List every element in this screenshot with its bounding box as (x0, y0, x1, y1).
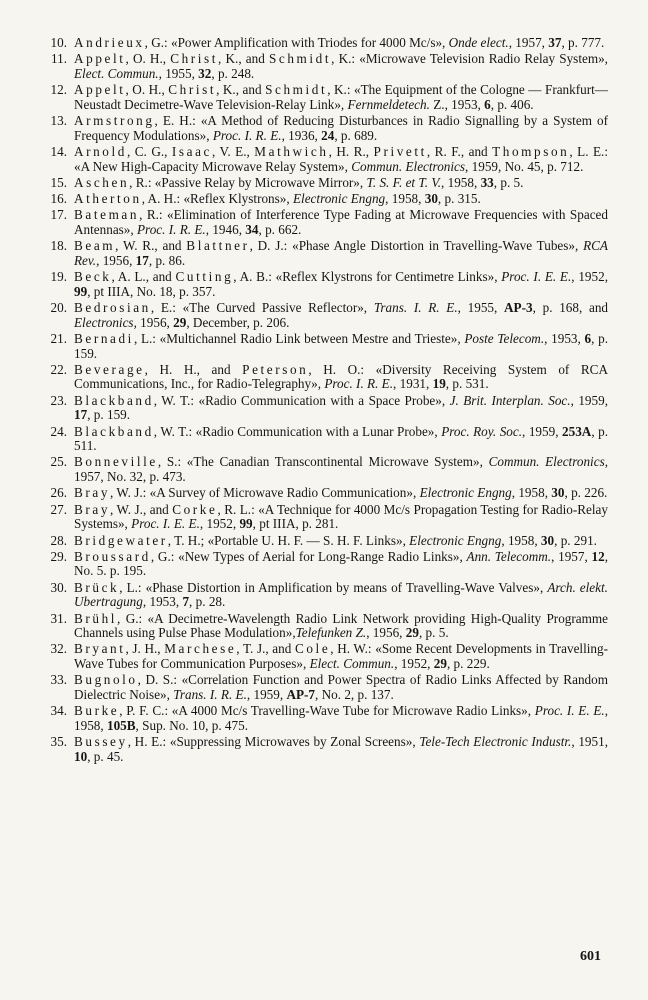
reference-segment: , V. E., (212, 143, 255, 159)
reference-segment: , 1952, (199, 516, 240, 532)
reference-text (74, 550, 608, 579)
reference-segment: , 1958, (385, 191, 425, 207)
reference-segment: , 1957, No. 32, p. 473. (74, 454, 608, 485)
reference-segment: Commun. Electronics (351, 158, 466, 174)
reference-segment: 30 (551, 485, 565, 501)
reference-segment: 6 (584, 330, 592, 346)
reference-segment: , H. W.: «Some Recent Developments in Travelling-Wave Tubes for Communication Purposes», (74, 641, 609, 672)
reference-segment: , 1953, (544, 330, 585, 346)
reference-segment: 29 (405, 625, 419, 641)
reference-segment: Commun. Electronics (488, 454, 605, 470)
reference-segment: , 1959, No. 45, p. 712. (465, 158, 584, 174)
reference-number: 21. (50, 330, 67, 346)
reference-segment: , p. 45. (87, 748, 124, 764)
reference-segment: Thompson (492, 143, 570, 159)
reference-segment: , H. O.: «Diversity Receiving System of RCA Communications, Inc., for Radio-Telegraphy», (74, 361, 608, 392)
reference-segment: Bussey (74, 734, 128, 750)
reference-entry (22, 550, 608, 579)
reference-segment: 33 (480, 174, 494, 190)
reference-segment: Blackband (74, 423, 154, 439)
reference-segment: , K., and (218, 51, 269, 67)
reference-segment: , 1958, (74, 703, 608, 733)
reference-segment: , p. 28. (189, 594, 226, 610)
reference-segment: , p. 229. (446, 656, 490, 672)
reference-segment: , D. S.: «Correlation Function and Power Spectra of Radio Links Affected by Random Dielectric Noise», (74, 672, 608, 703)
reference-number: 25. (50, 454, 67, 470)
reference-text (74, 208, 608, 237)
reference-number: 23. (50, 392, 67, 408)
reference-segment: , 1959, (570, 392, 608, 408)
reference-segment: , K.: «Microwave Television Radio Relay System», (331, 51, 608, 67)
reference-segment: 99 (239, 516, 253, 532)
reference-text (74, 394, 608, 423)
reference-segment: , S.: «The Canadian Transcontinental Microwave System», (157, 454, 489, 470)
reference-segment: , 1957, (551, 548, 592, 564)
reference-segment: Aschen (74, 174, 130, 190)
reference-segment: , 1956, (133, 314, 174, 330)
reference-segment: , W. J.: «A Survey of Microwave Radio Communication», (110, 485, 420, 501)
reference-number: 20. (50, 299, 67, 315)
reference-segment: , December, p. 206. (186, 314, 290, 330)
reference-segment: , 1956, (366, 625, 406, 641)
reference-text (74, 612, 608, 641)
reference-segment: Bridgewater (74, 532, 168, 548)
reference-number: 10. (50, 35, 67, 50)
reference-segment: Burke (74, 703, 120, 719)
reference-segment: Christ (170, 51, 219, 67)
reference-segment: , 1952, (571, 269, 608, 285)
reference-text (74, 301, 608, 330)
reference-segment: Bernadi (74, 330, 134, 346)
reference-segment: 30 (540, 532, 555, 548)
reference-entry (22, 612, 608, 641)
reference-entry (22, 114, 608, 143)
reference-number: 28. (50, 532, 67, 548)
reference-entry (22, 642, 608, 671)
reference-segment: Bray (74, 501, 111, 517)
reference-segment: Proc. I. E. E. (501, 269, 572, 285)
reference-entry (22, 270, 608, 299)
reference-segment: AP-7 (286, 687, 316, 703)
reference-segment: Elect. Commun. (309, 656, 395, 672)
reference-segment: , p. 315. (437, 191, 481, 207)
reference-segment: , T. J., and (236, 641, 295, 657)
reference-entry (22, 83, 608, 112)
reference-segment: 10 (74, 748, 88, 764)
reference-entry (22, 301, 608, 330)
reference-entry (22, 534, 608, 549)
reference-segment: , W. T.: «Radio Communication with a Lunar Probe», (153, 423, 442, 439)
reference-segment: , L.: «Phase Distortion in Amplification by means of Travelling-Wave Valves», (119, 579, 548, 595)
reference-segment: Bray (74, 485, 111, 501)
reference-segment: , Sup. No. 10, p. 475. (135, 717, 249, 733)
reference-text (74, 239, 608, 268)
reference-segment: Electronic Engng (419, 485, 512, 501)
reference-segment: Arch. elekt. Ubertragung (74, 579, 608, 610)
reference-segment: , 1952, (394, 656, 434, 672)
reference-segment: Ann. Telecomm. (466, 548, 552, 564)
reference-text (74, 581, 608, 610)
reference-segment: 12 (591, 548, 605, 564)
reference-segment: T. S. F. et T. V. (366, 174, 441, 190)
reference-segment: , R. F., and (426, 143, 493, 159)
reference-segment: , 1956, (96, 252, 136, 268)
reference-text (74, 363, 608, 392)
reference-segment: , 1959, (246, 687, 287, 703)
reference-segment: , p. 777. (561, 35, 605, 50)
reference-segment: , p. 531. (445, 376, 489, 392)
reference-segment: , 1958, (511, 485, 552, 501)
reference-segment: , W. T.: «Radio Communication with a Space Probe», (153, 392, 450, 408)
reference-entry (22, 394, 608, 423)
reference-segment: , p. 159. (74, 330, 609, 361)
reference-segment: 17 (74, 407, 88, 423)
reference-text (74, 192, 608, 207)
reference-segment: , L.: «Multichannel Radio Link between Mestre and Trieste», (133, 330, 465, 346)
reference-segment: , O. H., (125, 82, 169, 98)
reference-segment: , A. H.: «Reflex Klystrons», (141, 191, 293, 207)
reference-segment: , No. 2, p. 137. (315, 687, 394, 703)
reference-entry (22, 192, 608, 207)
reference-segment: , P. F. C.: «A 4000 Mc/s Travelling-Wave Tube for Microwave Radio Links», (119, 703, 535, 719)
reference-list (22, 36, 608, 766)
reference-segment: Proc. I. R. E. (212, 127, 282, 143)
reference-segment: 7 (182, 594, 190, 610)
reference-segment: Electronic Engng (292, 191, 386, 207)
reference-segment: Blackband (74, 392, 154, 408)
reference-segment: , T. H.; «Portable U. H. F. — S. H. F. Links», (167, 532, 410, 548)
reference-text (74, 425, 608, 454)
reference-number: 18. (50, 238, 67, 254)
reference-segment: 32 (198, 65, 212, 81)
reference-segment: AP-3 (504, 299, 533, 315)
reference-entry (22, 673, 608, 702)
reference-segment: J. Brit. Interplan. Soc. (449, 392, 571, 408)
reference-segment: , 1951, (571, 734, 608, 750)
reference-segment: Proc. I. R. E. (137, 221, 206, 237)
reference-segment: , p. 689. (334, 127, 378, 143)
reference-segment: Telefunken Z. (295, 625, 367, 641)
reference-segment: , p. 159. (87, 407, 131, 423)
reference-segment: Mathwich (254, 143, 329, 159)
reference-text (74, 455, 608, 484)
reference-segment: RCA Rev. (74, 238, 608, 268)
reference-entry (22, 363, 608, 392)
reference-segment: , 1946, (205, 221, 246, 237)
reference-segment: , p. 5. (493, 174, 524, 190)
reference-segment: Brühl (74, 610, 118, 626)
reference-segment: 105B (106, 717, 136, 733)
reference-segment: Beck (74, 269, 112, 285)
reference-segment: , R.: «Elimination of Interference Type Fading at Microwave Frequencies with Spaced Antennas», (74, 207, 608, 237)
reference-segment: Bugnolo (74, 672, 138, 688)
reference-entry (22, 332, 608, 361)
reference-segment: , E. H.: «A Method of Reducing Disturbances in Radio Signalling by a System of Frequency Modulations», (74, 113, 608, 143)
reference-segment: Corke (172, 501, 218, 517)
reference-segment: , p. 248. (211, 65, 255, 81)
reference-segment: 253A (562, 423, 592, 439)
reference-segment: Blattner (186, 238, 250, 254)
reference-entry (22, 145, 608, 174)
reference-segment: Proc. I. R. E. (324, 376, 394, 392)
reference-number: 30. (50, 579, 67, 595)
reference-segment: Atherton (74, 191, 142, 207)
reference-entry (22, 581, 608, 610)
reference-segment: Tele-Tech Electronic Industr. (419, 734, 572, 750)
reference-entry (22, 425, 608, 454)
reference-text (74, 83, 608, 112)
reference-segment: 19 (432, 376, 446, 392)
reference-segment: Privett (373, 143, 427, 159)
reference-entry (22, 455, 608, 484)
reference-number: 31. (50, 610, 67, 626)
reference-segment: Fernmeldetech. (347, 96, 430, 112)
reference-segment: Proc. Roy. Soc. (441, 423, 523, 439)
reference-segment: , E.: «The Curved Passive Reflector», (150, 299, 374, 315)
reference-number: 11. (51, 51, 67, 67)
reference-number: 13. (50, 113, 67, 129)
reference-segment: , R.: «Passive Relay by Microwave Mirror», (129, 174, 367, 190)
reference-segment: Proc. I. E. E. (131, 516, 200, 532)
reference-segment: Bateman (74, 207, 140, 223)
reference-segment: Beam (74, 238, 116, 254)
reference-segment: Elect. Commun. (74, 65, 159, 81)
reference-text (74, 145, 608, 174)
reference-segment: Z., 1953, (429, 96, 485, 112)
reference-entry (22, 704, 608, 733)
reference-number: 19. (50, 269, 67, 285)
reference-segment: Cutting (175, 269, 234, 285)
reference-text (74, 52, 608, 81)
reference-segment: Broussard (74, 548, 151, 564)
reference-segment: Beverage (74, 361, 145, 377)
reference-segment: 30 (424, 191, 438, 207)
reference-segment: 29 (173, 314, 187, 330)
reference-number: 35. (50, 734, 67, 750)
reference-segment: 29 (433, 656, 447, 672)
reference-segment: Brück (74, 579, 120, 595)
reference-segment: Bonneville (74, 454, 158, 470)
reference-entry (22, 735, 608, 764)
reference-text (74, 332, 608, 361)
reference-text (74, 735, 608, 764)
reference-text (74, 704, 608, 733)
reference-segment: Electronic Engng (409, 532, 502, 548)
reference-segment: , pt IIIA, No. 18, p. 357. (87, 283, 216, 299)
reference-segment: , H. R., (328, 143, 374, 159)
reference-segment: , p. 406. (490, 96, 534, 112)
reference-segment: , W. R., and (115, 238, 187, 254)
reference-text (74, 534, 608, 549)
reference-segment: , 1955, (158, 65, 199, 81)
reference-text (74, 114, 608, 143)
reference-segment: 34 (245, 221, 259, 237)
reference-segment: , D. J.: «Phase Angle Distortion in Travelling-Wave Tubes», (249, 238, 584, 254)
reference-segment: 17 (135, 252, 149, 268)
reference-segment: , R. L.: «A Technique for 4000 Mc/s Propagation Testing for Radio-Relay Systems», (74, 501, 608, 532)
reference-segment: , J. H., (125, 641, 165, 657)
reference-entry (22, 52, 608, 81)
reference-segment: , p. 662. (258, 221, 302, 237)
reference-segment: , 1958, (441, 174, 481, 190)
reference-segment: 6 (484, 96, 491, 112)
reference-number: 26. (50, 485, 67, 501)
reference-segment: , G.: «A Decimetre-Wavelength Radio Link Network providing High-Quality Programme Channels using Pulse Phase Modulation», (74, 610, 608, 641)
reference-segment: , G.: «Power Amplification with Triodes for 4000 Mc/s», (144, 35, 449, 50)
reference-number: 22. (50, 361, 67, 377)
reference-text (74, 176, 608, 191)
reference-segment: 24 (321, 127, 335, 143)
reference-segment: , K., and (216, 82, 266, 98)
reference-segment: Arnold (74, 143, 127, 159)
reference-segment: , A. B.: «Reflex Klystrons for Centimetre Links», (233, 269, 502, 285)
reference-segment: , 1958, (501, 532, 541, 548)
reference-number: 32. (50, 641, 67, 657)
reference-segment: , 1931, (393, 376, 433, 392)
reference-segment: , 1936, (281, 127, 322, 143)
reference-segment: , H. E.: «Suppressing Microwaves by Zonal Screens», (127, 734, 420, 750)
reference-segment: , p. 168, and (532, 299, 609, 315)
reference-segment: , A. L., and (111, 269, 176, 285)
reference-segment: Appelt (74, 51, 126, 67)
reference-text (74, 673, 608, 702)
reference-segment: Bryant (74, 641, 126, 657)
reference-number: 29. (50, 548, 67, 564)
reference-segment: , 1959, (522, 423, 563, 439)
reference-segment: Poste Telecom. (464, 330, 545, 346)
reference-segment: Proc. I. E. E. (534, 703, 605, 719)
reference-segment: , p. 86. (148, 252, 186, 268)
reference-segment: , 1953, (142, 594, 183, 610)
reference-segment: Christ (168, 82, 217, 98)
reference-segment: Appelt (74, 82, 126, 98)
reference-segment: 99 (74, 283, 88, 299)
reference-segment: , W. J., and (110, 501, 173, 517)
reference-segment: , No. 5. p. 195. (74, 548, 608, 579)
reference-entry (22, 36, 608, 51)
reference-segment: Trans. I. R. E. (173, 687, 247, 703)
reference-segment: Andrieux (74, 35, 145, 50)
reference-segment: Cole (294, 641, 331, 657)
reference-segment: , K.: «The Equipment of the Cologne — Frankfurt— Neustadt Decimetre-Wave Television-Relay Link», (74, 82, 608, 112)
reference-number: 17. (50, 207, 67, 223)
reference-entry (22, 239, 608, 268)
reference-segment: , 1955, (457, 299, 505, 315)
reference-segment: , pt IIIA, p. 281. (252, 516, 339, 532)
reference-number: 12. (50, 82, 67, 98)
reference-number: 15. (50, 174, 67, 190)
reference-segment: , p. 5. (418, 625, 449, 641)
reference-segment: , p. 511. (74, 423, 609, 454)
reference-number: 14. (50, 143, 67, 159)
reference-segment: , C. G., (126, 143, 172, 159)
reference-entry (22, 503, 608, 532)
reference-text (74, 270, 608, 299)
reference-segment: Peterson (242, 361, 309, 377)
reference-segment: , O. H., (125, 51, 171, 67)
reference-text (74, 503, 608, 532)
reference-number: 24. (50, 423, 67, 439)
reference-number: 33. (50, 672, 67, 688)
reference-segment: , G.: «New Types of Aerial for Long-Range Radio Links», (150, 548, 467, 564)
reference-segment: Trans. I. R. E. (373, 299, 458, 315)
reference-number: 16. (50, 191, 67, 207)
reference-segment: Schmidt (265, 82, 328, 98)
reference-number: 27. (50, 501, 67, 517)
reference-segment: Bedrosian (74, 299, 151, 315)
reference-entry (22, 486, 608, 501)
reference-segment: , L. E.: «A New High-Capacity Microwave Relay System», (74, 143, 608, 174)
page-number: 601 (580, 949, 601, 964)
reference-entry (22, 176, 608, 191)
reference-segment: , p. 291. (554, 532, 597, 548)
reference-entry (22, 208, 608, 237)
reference-text (74, 486, 608, 501)
reference-segment: , p. 226. (564, 485, 608, 501)
reference-segment: Isaac (171, 143, 213, 159)
reference-segment: Onde elect. (448, 35, 509, 50)
reference-segment: , 1957, (508, 35, 549, 50)
reference-segment: 37 (548, 35, 562, 50)
reference-segment: , H. H., and (144, 361, 243, 377)
reference-segment: Armstrong (74, 113, 155, 129)
reference-number: 34. (50, 703, 67, 719)
reference-segment: Electronics (74, 314, 134, 330)
reference-segment: Marchese (164, 641, 237, 657)
reference-segment: Schmidt (268, 51, 332, 67)
reference-text (74, 642, 608, 671)
reference-text (74, 36, 608, 51)
